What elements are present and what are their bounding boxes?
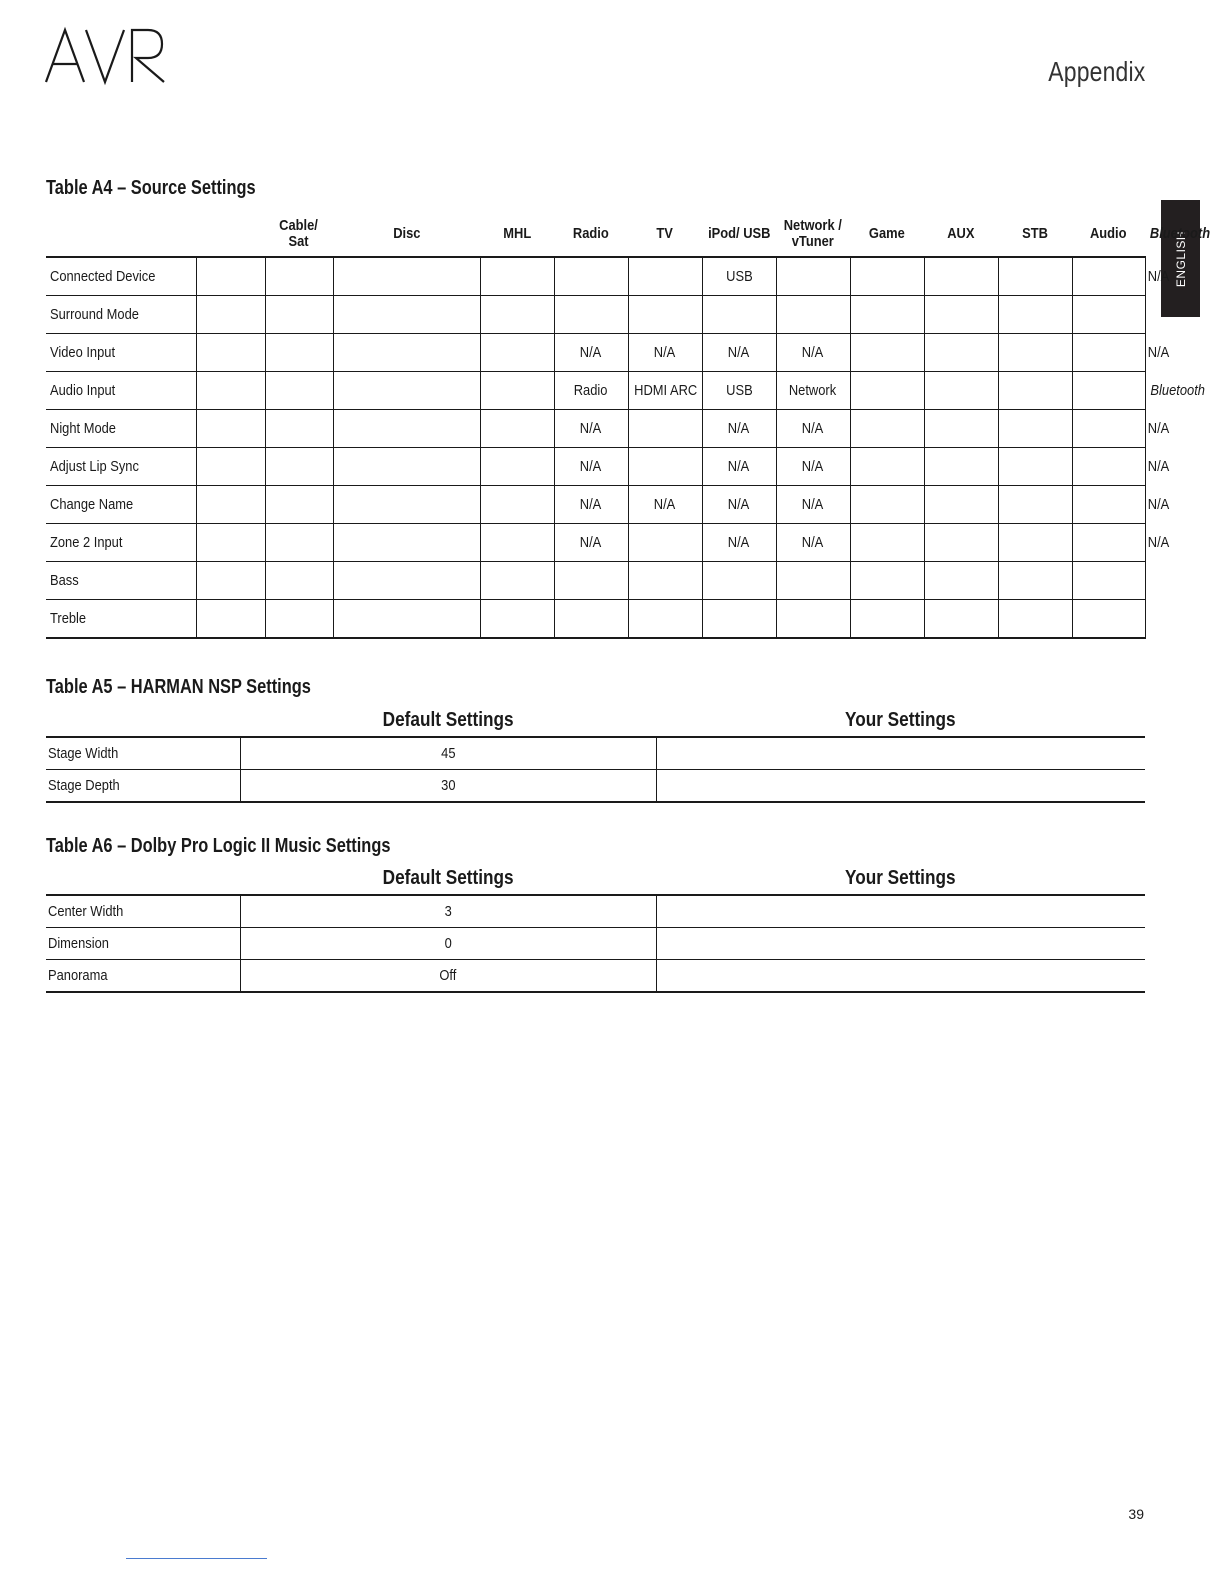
table-row bbox=[46, 296, 1145, 334]
table-cell bbox=[776, 257, 850, 296]
language-tab-label: ENGLISH bbox=[1173, 230, 1188, 287]
table-cell bbox=[554, 562, 628, 600]
table-a6-title: Table A6 – Dolby Pro Logic II Music Settings bbox=[46, 835, 391, 857]
table-cell bbox=[265, 524, 333, 562]
table-cell bbox=[333, 410, 480, 448]
table-cell bbox=[196, 334, 265, 372]
table-cell bbox=[998, 334, 1072, 372]
table-row bbox=[46, 562, 1145, 600]
table-cell: N/A bbox=[554, 486, 628, 524]
column-header: Radio bbox=[554, 212, 628, 257]
table-cell bbox=[924, 600, 998, 639]
table-row: Video Input N/A N/A N/A N/A N/A bbox=[46, 334, 1145, 372]
table-cell bbox=[850, 524, 924, 562]
table-cell: N/A bbox=[776, 410, 850, 448]
table-row: Change Name N/A N/A N/A N/A N/A bbox=[46, 486, 1145, 524]
table-cell bbox=[628, 296, 702, 334]
table-cell: N/A bbox=[776, 486, 850, 524]
table-cell bbox=[480, 562, 554, 600]
page-number: 39 bbox=[1128, 1506, 1144, 1522]
table-cell bbox=[850, 486, 924, 524]
table-cell bbox=[998, 600, 1072, 639]
table-cell bbox=[265, 448, 333, 486]
table-a4-title: Table A4 – Source Settings bbox=[46, 177, 256, 199]
table-row: Zone 2 Input N/A N/A N/A N/A bbox=[46, 524, 1145, 562]
table-cell bbox=[850, 600, 924, 639]
table-cell bbox=[628, 410, 702, 448]
table-cell: Network bbox=[776, 372, 850, 410]
table-cell bbox=[333, 562, 480, 600]
table-cell bbox=[998, 296, 1072, 334]
table-cell bbox=[924, 334, 998, 372]
table-cell bbox=[924, 486, 998, 524]
table-cell bbox=[850, 296, 924, 334]
column-header: STB bbox=[998, 212, 1072, 257]
table-cell bbox=[1072, 600, 1145, 639]
table-cell: N/A bbox=[554, 448, 628, 486]
table-cell bbox=[628, 448, 702, 486]
your-settings-field[interactable] bbox=[656, 770, 1145, 803]
table-cell bbox=[1072, 486, 1145, 524]
row-label: Zone 2 Input bbox=[46, 524, 196, 562]
table-cell bbox=[850, 448, 924, 486]
table-cell bbox=[333, 257, 480, 296]
table-cell bbox=[196, 372, 265, 410]
table-a5-title: Table A5 – HARMAN NSP Settings bbox=[46, 676, 311, 698]
default-value: 0 bbox=[240, 928, 656, 960]
row-label: Adjust Lip Sync bbox=[46, 448, 196, 486]
table-cell bbox=[628, 257, 702, 296]
default-value: 45 bbox=[240, 737, 656, 770]
table-cell bbox=[265, 410, 333, 448]
table-cell bbox=[850, 257, 924, 296]
row-label: Video Input bbox=[46, 334, 196, 372]
default-value: 30 bbox=[240, 770, 656, 803]
table-row bbox=[46, 895, 1145, 928]
table-cell bbox=[554, 600, 628, 639]
table-cell: N/A bbox=[628, 486, 702, 524]
table-row bbox=[46, 928, 1145, 960]
table-cell: N/A bbox=[776, 524, 850, 562]
table-cell bbox=[850, 372, 924, 410]
table-cell bbox=[480, 524, 554, 562]
column-header: TV bbox=[628, 212, 702, 257]
table-cell bbox=[850, 562, 924, 600]
table-cell bbox=[480, 600, 554, 639]
header-empty bbox=[46, 860, 240, 895]
footer-link-underline bbox=[126, 1558, 267, 1559]
row-label: Surround Mode bbox=[46, 296, 196, 334]
row-label: Stage Width bbox=[46, 737, 240, 770]
table-cell bbox=[265, 334, 333, 372]
table-cell bbox=[333, 372, 480, 410]
table-cell bbox=[776, 296, 850, 334]
table-cell bbox=[554, 296, 628, 334]
table-cell bbox=[196, 257, 265, 296]
table-cell bbox=[265, 257, 333, 296]
default-value: Off bbox=[240, 960, 656, 993]
table-cell bbox=[1072, 257, 1145, 296]
table-cell: HDMI ARC bbox=[628, 372, 702, 410]
table-row bbox=[46, 960, 1145, 993]
table-cell: N/A bbox=[554, 410, 628, 448]
table-cell bbox=[480, 296, 554, 334]
nsp-settings-table bbox=[46, 702, 1145, 803]
table-cell bbox=[196, 600, 265, 639]
your-settings-field[interactable] bbox=[656, 928, 1145, 960]
table-cell bbox=[1072, 296, 1145, 334]
table-cell bbox=[628, 562, 702, 600]
table-cell: N/A bbox=[702, 334, 776, 372]
header-row: Cable/ Sat Disc MHL Radio TV iPod/ USB Network / vTuner Game AUX STB Audio Bluetooth bbox=[46, 212, 1145, 257]
row-label: Night Mode bbox=[46, 410, 196, 448]
table-cell bbox=[480, 486, 554, 524]
table-cell bbox=[480, 448, 554, 486]
table-cell bbox=[998, 257, 1072, 296]
column-header: Game bbox=[850, 212, 924, 257]
table-cell bbox=[1072, 410, 1145, 448]
table-cell: N/A bbox=[702, 410, 776, 448]
table-cell bbox=[554, 257, 628, 296]
row-label: Connected Device bbox=[46, 257, 196, 296]
table-cell bbox=[196, 448, 265, 486]
table-cell bbox=[702, 296, 776, 334]
header-empty bbox=[46, 212, 196, 257]
table-cell bbox=[196, 296, 265, 334]
header-default-settings: Default Settings bbox=[240, 860, 656, 895]
header-default-settings: Default Settings bbox=[240, 702, 656, 737]
column-header: iPod/ USB bbox=[702, 212, 776, 257]
table-row bbox=[46, 770, 1145, 803]
row-label: Dimension bbox=[46, 928, 240, 960]
table-cell: Radio bbox=[554, 372, 628, 410]
table-cell bbox=[196, 410, 265, 448]
table-cell bbox=[924, 448, 998, 486]
table-cell bbox=[998, 524, 1072, 562]
table-cell bbox=[480, 410, 554, 448]
row-label: Panorama bbox=[46, 960, 240, 993]
table-row: Audio Input Radio HDMI ARC USB Network Bluetooth bbox=[46, 372, 1145, 410]
header-empty bbox=[46, 702, 240, 737]
header-your-settings: Your Settings bbox=[656, 702, 1145, 737]
table-cell bbox=[333, 448, 480, 486]
table-cell bbox=[998, 486, 1072, 524]
column-header: Disc bbox=[333, 212, 480, 257]
language-tab bbox=[1161, 200, 1200, 317]
table-cell bbox=[480, 257, 554, 296]
table-cell bbox=[265, 486, 333, 524]
table-cell: N/A bbox=[776, 448, 850, 486]
table-cell bbox=[1072, 524, 1145, 562]
table-cell bbox=[998, 448, 1072, 486]
table-cell bbox=[776, 600, 850, 639]
table-cell bbox=[333, 334, 480, 372]
table-cell bbox=[702, 600, 776, 639]
table-cell bbox=[850, 410, 924, 448]
table-cell bbox=[1072, 372, 1145, 410]
table-cell bbox=[850, 334, 924, 372]
table-cell: N/A bbox=[702, 448, 776, 486]
table-cell bbox=[1072, 448, 1145, 486]
table-cell bbox=[998, 562, 1072, 600]
column-header: MHL bbox=[480, 212, 554, 257]
table-cell bbox=[924, 524, 998, 562]
table-cell bbox=[1072, 562, 1145, 600]
header-your-settings: Your Settings bbox=[656, 860, 1145, 895]
row-label: Bass bbox=[46, 562, 196, 600]
table-cell bbox=[998, 410, 1072, 448]
table-cell bbox=[196, 486, 265, 524]
table-row: Night Mode N/A N/A N/A N/A bbox=[46, 410, 1145, 448]
table-cell bbox=[702, 562, 776, 600]
table-cell: N/A bbox=[776, 334, 850, 372]
table-row bbox=[46, 600, 1145, 639]
table-cell bbox=[998, 372, 1072, 410]
row-label: Change Name bbox=[46, 486, 196, 524]
your-settings-field[interactable] bbox=[656, 960, 1145, 993]
section-title: Appendix bbox=[1047, 56, 1145, 87]
table-cell bbox=[265, 562, 333, 600]
table-cell: N/A bbox=[628, 334, 702, 372]
table-cell: N/A bbox=[702, 524, 776, 562]
table-cell bbox=[265, 372, 333, 410]
header-spacer bbox=[196, 212, 265, 257]
column-header: Audio bbox=[1072, 212, 1145, 257]
row-label: Audio Input bbox=[46, 372, 196, 410]
table-cell bbox=[628, 524, 702, 562]
table-cell: N/A bbox=[554, 524, 628, 562]
table-row: Connected Device USB N/A bbox=[46, 257, 1145, 296]
table-cell bbox=[265, 296, 333, 334]
column-header: Network / vTuner bbox=[776, 212, 850, 257]
row-label: Stage Depth bbox=[46, 770, 240, 803]
table-cell bbox=[333, 486, 480, 524]
table-cell bbox=[333, 600, 480, 639]
table-cell bbox=[480, 334, 554, 372]
table-cell bbox=[333, 296, 480, 334]
table-cell: N/A bbox=[554, 334, 628, 372]
column-header: AUX bbox=[924, 212, 998, 257]
avr-logo bbox=[44, 26, 168, 86]
table-cell: N/A bbox=[702, 486, 776, 524]
row-label: Treble bbox=[46, 600, 196, 639]
table-cell bbox=[480, 372, 554, 410]
your-settings-field[interactable] bbox=[656, 737, 1145, 770]
table-cell bbox=[333, 524, 480, 562]
dolby-plii-music-settings-table bbox=[46, 860, 1145, 993]
table-cell bbox=[924, 372, 998, 410]
column-header: Cable/ Sat bbox=[265, 212, 333, 257]
table-cell bbox=[1072, 334, 1145, 372]
table-cell: USB bbox=[702, 257, 776, 296]
table-cell: USB bbox=[702, 372, 776, 410]
table-cell bbox=[924, 296, 998, 334]
default-value: 3 bbox=[240, 895, 656, 928]
table-cell bbox=[924, 410, 998, 448]
table-cell bbox=[196, 524, 265, 562]
row-label: Center Width bbox=[46, 895, 240, 928]
table-cell bbox=[776, 562, 850, 600]
table-cell bbox=[924, 257, 998, 296]
table-row bbox=[46, 737, 1145, 770]
table-cell bbox=[628, 600, 702, 639]
table-cell bbox=[265, 600, 333, 639]
your-settings-field[interactable] bbox=[656, 895, 1145, 928]
table-cell bbox=[196, 562, 265, 600]
table-row: Adjust Lip Sync N/A N/A N/A N/A bbox=[46, 448, 1145, 486]
table-cell bbox=[924, 562, 998, 600]
